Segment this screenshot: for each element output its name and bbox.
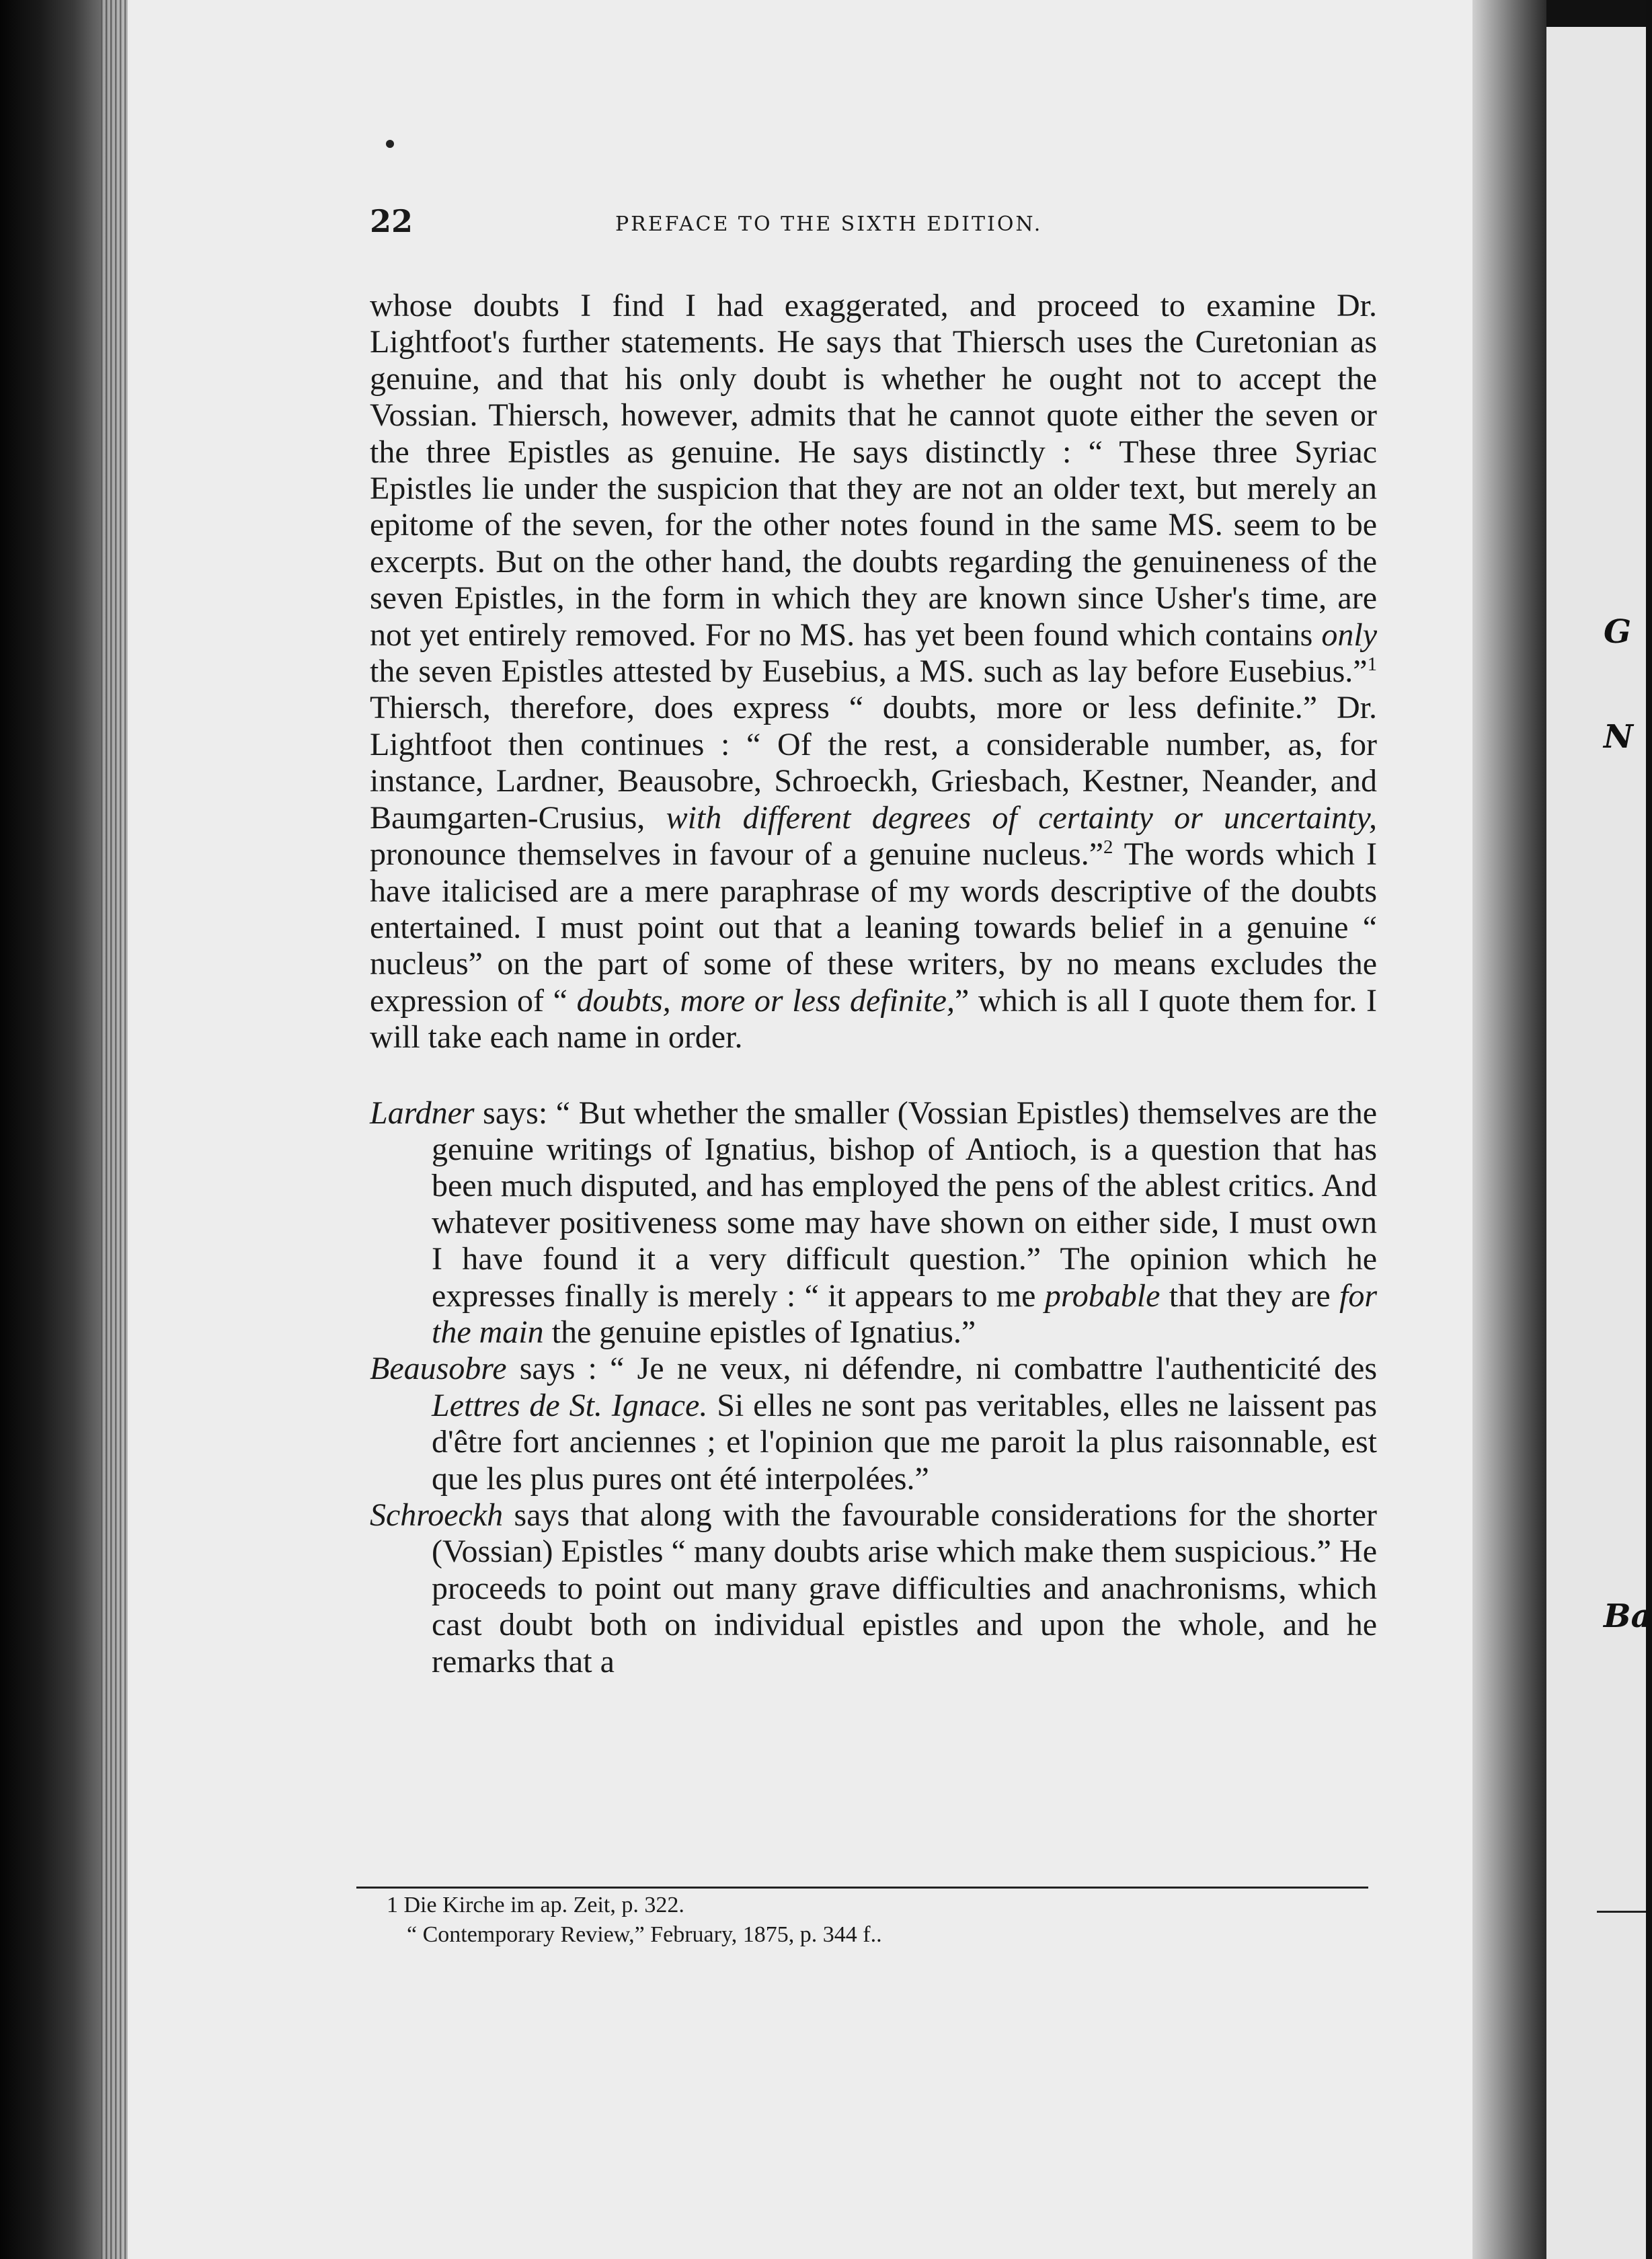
adjacent-page-fragment: N: [1604, 718, 1633, 756]
footnote-2: “ Contemporary Review,” February, 1875, p. 344 f..: [407, 1922, 882, 1947]
paragraph: [370, 288, 1377, 1056]
author-name: Schroeckh: [370, 1497, 504, 1533]
text-run: Si elles ne sont pas veritables, elles ne laissent pas d'être fort anciennes ; et l'opinion que me paroit la plus raisonnable, est que les plus pures ont été interpolées.”: [432, 1387, 1378, 1497]
text-run: says that along with the favourable considerations for the shorter (Vossian) Epistles “ many doubts arise which make them suspicious.” He proceeds to point out many grave difficulties and anachronisms, which cast doubt both on individual epistles and upon the whole, and he remarks that a: [432, 1497, 1377, 1679]
italic-text: doubts, more or less definite,: [576, 982, 955, 1019]
italic-text: for the main: [432, 1277, 1377, 1350]
italic-text: with different degrees of certainty or uncertainty,: [666, 799, 1378, 836]
adjacent-page-fragment: Ba: [1604, 1597, 1652, 1635]
page-fold-shadow: [1472, 0, 1546, 2259]
adjacent-page-fragment: G: [1604, 613, 1631, 651]
text-run: pronounce themselves in favour of a genuine nucleus.”: [370, 836, 1104, 873]
author-name: Lardner: [370, 1095, 475, 1131]
paragraph-gap: [370, 1056, 1377, 1095]
text-run: the genuine epistles of Ignatius.”: [543, 1314, 976, 1350]
running-title: PREFACE TO THE SIXTH EDITION.: [615, 212, 1043, 236]
footnote-marker: 2: [1103, 836, 1113, 859]
footnote-marker: 1: [1367, 653, 1377, 676]
footnotes: [387, 1891, 1328, 1950]
footnote-1: 1 Die Kirche im ap. Zeit, p. 322.: [387, 1893, 684, 1917]
italic-text: only: [1321, 617, 1377, 653]
ink-speck: [386, 140, 394, 148]
italic-text: probable: [1044, 1277, 1161, 1314]
footnote-divider: [356, 1887, 1368, 1889]
body-text: [370, 288, 1377, 1680]
author-name: Beausobre: [370, 1351, 507, 1387]
adjacent-page-rule: [1597, 1911, 1646, 1913]
entry-beausobre: [370, 1351, 1377, 1497]
text-run: the seven Epistles attested by Eusebius, a MS. such as lay before Eusebius.”: [370, 653, 1368, 690]
adjacent-page: [1546, 27, 1646, 2259]
text-run: Thiersch, therefore, does express “ doubts, more or less definite.” Dr. Lightfoot then continues : “ Of the rest, a considerable number, as, for instance, Lardner, Beausobre, Schroeckh, Griesbach, Kestner, Neander, and Baumgarten-Crusius,: [370, 690, 1377, 836]
text-run: The words which I have italicised are a mere paraphrase of my words descriptive of the doubts entertained. I must point out that a leaning towards belief in a genuine “ nucleus” on the part of some of these writers, by no means excludes the expression of “: [370, 836, 1378, 1019]
text-run: whose doubts I find I had exaggerated, and proceed to examine Dr. Lightfoot's further statements. He says that Thiersch uses the Curetonian as genuine, and that his only doubt is whether he ought not to accept the Vossian. Thiersch, however, admits that he cannot quote either the seven or the three Epistles as genuine. He says distinctly : “ These three Syriac Epistles lie under the suspicion that they are not an older text, but merely an epitome of the seven, for the other notes found in the same MS. seem to be excerpts. But on the other hand, the doubts regarding the genuineness of the seven Epistles, in the form in which they are known since Usher's time, are not yet entirely removed. For no MS. has yet been found which contains: [370, 288, 1377, 653]
text-run: ” which is all I quote them for. I will take each name in order.: [370, 982, 1378, 1056]
text-run: says : “ Je ne veux, ni défendre, ni combattre l'authenticité des: [506, 1351, 1377, 1387]
entry-schroeckh: [370, 1497, 1377, 1680]
entry-lardner: [370, 1095, 1377, 1351]
italic-text: Lettres de St. Ignace.: [432, 1387, 708, 1423]
text-run: says: “ But whether the smaller (Vossian Epistles) themselves are the genuine writings of Ignatius, bishop of Antioch, is a question that has been much disputed, and has employed the pens of the ablest critics. And whatever positiveness some may have shown on either side, I must own I have found it a very difficult question.” The opinion which he expresses finally is merely : “ it appears to me: [432, 1095, 1377, 1314]
text-run: that they are: [1160, 1277, 1339, 1314]
page-number: 22: [370, 203, 414, 239]
